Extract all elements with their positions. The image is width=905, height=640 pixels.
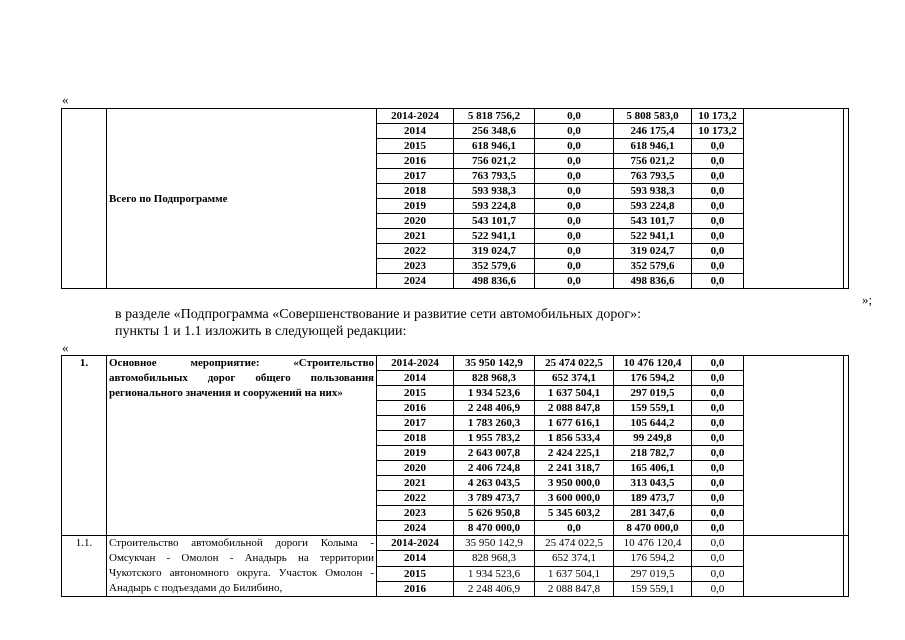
table-cell: 0,0 <box>692 446 744 461</box>
table-cell: 618 946,1 <box>614 139 692 154</box>
table-cell: 319 024,7 <box>614 244 692 259</box>
table-cell: 0,0 <box>535 274 614 289</box>
table-cell: 2021 <box>377 229 454 244</box>
table-cell: 2014 <box>377 124 454 139</box>
table-cell: 0,0 <box>692 259 744 274</box>
table-cell: 756 021,2 <box>614 154 692 169</box>
table-cell: 0,0 <box>535 109 614 124</box>
table-cell: 0,0 <box>692 356 744 371</box>
table-cell: 0,0 <box>692 506 744 521</box>
empty-cell <box>844 356 849 536</box>
table-cell: 0,0 <box>692 461 744 476</box>
table-cell: 25 474 022,5 <box>535 536 614 551</box>
table-cell: 281 347,6 <box>614 506 692 521</box>
table-cell: 5 626 950,8 <box>454 506 535 521</box>
open-quote: « <box>62 92 69 107</box>
table-cell: 0,0 <box>535 214 614 229</box>
item-number <box>62 109 107 289</box>
table-cell: 0,0 <box>692 491 744 506</box>
table-cell: 159 559,1 <box>614 401 692 416</box>
table-cell: 246 175,4 <box>614 124 692 139</box>
table-cell: 0,0 <box>692 371 744 386</box>
table-cell: 2020 <box>377 461 454 476</box>
table-cell: 0,0 <box>692 154 744 169</box>
item-label: Всего по Подпрограмме <box>107 109 377 289</box>
table-cell: 5 345 603,2 <box>535 506 614 521</box>
table-cell: 352 579,6 <box>614 259 692 274</box>
table-cell: 176 594,2 <box>614 551 692 566</box>
table-cell: 2014-2024 <box>377 356 454 371</box>
table-cell: 2022 <box>377 491 454 506</box>
table-cell: 0,0 <box>692 431 744 446</box>
subprogram-total-table <box>61 108 849 289</box>
table-cell: 1 637 504,1 <box>535 566 614 581</box>
table-cell: 2022 <box>377 244 454 259</box>
empty-cell <box>844 536 849 597</box>
empty-cell <box>744 536 844 597</box>
table-cell: 593 938,3 <box>454 184 535 199</box>
table-cell: 2018 <box>377 184 454 199</box>
table-cell: 3 950 000,0 <box>535 476 614 491</box>
table-cell: 0,0 <box>692 476 744 491</box>
table-cell: 1 955 783,2 <box>454 431 535 446</box>
table-cell: 0,0 <box>692 139 744 154</box>
table-cell: 652 374,1 <box>535 371 614 386</box>
table-cell: 2019 <box>377 199 454 214</box>
table-cell: 2017 <box>377 169 454 184</box>
table-cell: 1 934 523,6 <box>454 386 535 401</box>
table-cell: 2016 <box>377 401 454 416</box>
empty-cell <box>844 109 849 289</box>
table-cell: 756 021,2 <box>454 154 535 169</box>
paragraph-line-1: в разделе «Подпрограмма «Совершенствование и развитие сети автомобильных дорог»: <box>115 307 642 322</box>
table-cell: 4 263 043,5 <box>454 476 535 491</box>
table-cell: 0,0 <box>535 124 614 139</box>
table-cell: 99 249,8 <box>614 431 692 446</box>
table-cell: 35 950 142,9 <box>454 356 535 371</box>
table-cell: 176 594,2 <box>614 371 692 386</box>
table-cell: 0,0 <box>535 169 614 184</box>
table-cell: 0,0 <box>692 229 744 244</box>
table-cell: 2014 <box>377 371 454 386</box>
table-cell: 2015 <box>377 566 454 581</box>
table-cell: 8 470 000,0 <box>614 521 692 536</box>
table-cell: 0,0 <box>535 259 614 274</box>
table-cell: 828 968,3 <box>454 371 535 386</box>
table-cell: 0,0 <box>692 244 744 259</box>
table-cell: 828 968,3 <box>454 551 535 566</box>
table-cell: 0,0 <box>692 199 744 214</box>
table-cell: 498 836,6 <box>614 274 692 289</box>
table-cell: 2 248 406,9 <box>454 401 535 416</box>
table-cell: 0,0 <box>535 184 614 199</box>
table-cell: 0,0 <box>692 214 744 229</box>
table-cell: 0,0 <box>535 229 614 244</box>
table-cell: 652 374,1 <box>535 551 614 566</box>
table-cell: 0,0 <box>535 244 614 259</box>
table-cell: 0,0 <box>692 581 744 596</box>
table-cell: 618 946,1 <box>454 139 535 154</box>
table-cell: 1 856 533,4 <box>535 431 614 446</box>
table-cell: 0,0 <box>535 521 614 536</box>
table-cell: 0,0 <box>692 551 744 566</box>
table-cell: 2015 <box>377 139 454 154</box>
table-cell: 0,0 <box>692 521 744 536</box>
table-cell: 2023 <box>377 506 454 521</box>
table-cell: 10 476 120,4 <box>614 536 692 551</box>
table-cell: 0,0 <box>692 184 744 199</box>
table-cell: 522 941,1 <box>454 229 535 244</box>
table-cell: 2 248 406,9 <box>454 581 535 596</box>
table-cell: 256 348,6 <box>454 124 535 139</box>
table-cell: 0,0 <box>692 536 744 551</box>
table-cell: 0,0 <box>535 154 614 169</box>
table-cell: 763 793,5 <box>454 169 535 184</box>
table-cell: 1 637 504,1 <box>535 386 614 401</box>
item-number: 1.1. <box>62 536 107 597</box>
measures-table <box>61 355 849 597</box>
empty-cell <box>744 109 844 289</box>
table-cell: 2 088 847,8 <box>535 581 614 596</box>
table-cell: 2019 <box>377 446 454 461</box>
table-cell: 10 173,2 <box>692 124 744 139</box>
table-cell: 5 808 583,0 <box>614 109 692 124</box>
table-cell: 2021 <box>377 476 454 491</box>
empty-cell <box>744 356 844 536</box>
table-cell: 2014-2024 <box>377 109 454 124</box>
table-cell: 2015 <box>377 386 454 401</box>
table-cell: 2014-2024 <box>377 536 454 551</box>
table-cell: 218 782,7 <box>614 446 692 461</box>
table-cell: 522 941,1 <box>614 229 692 244</box>
table-cell: 0,0 <box>692 566 744 581</box>
table-cell: 297 019,5 <box>614 566 692 581</box>
open-quote-2: « <box>62 340 69 355</box>
table-cell: 0,0 <box>692 169 744 184</box>
table-cell: 297 019,5 <box>614 386 692 401</box>
table-cell: 319 024,7 <box>454 244 535 259</box>
table-cell: 593 224,8 <box>454 199 535 214</box>
table-cell: 352 579,6 <box>454 259 535 274</box>
table-cell: 2016 <box>377 581 454 596</box>
table-cell: 1 783 260,3 <box>454 416 535 431</box>
item-1-1-row <box>62 536 849 551</box>
table-cell: 2023 <box>377 259 454 274</box>
table-cell: 763 793,5 <box>614 169 692 184</box>
table-cell: 2014 <box>377 551 454 566</box>
table-cell: 498 836,6 <box>454 274 535 289</box>
table-cell: 593 224,8 <box>614 199 692 214</box>
table-cell: 2 424 225,1 <box>535 446 614 461</box>
table-cell: 2 643 007,8 <box>454 446 535 461</box>
table-cell: 5 818 756,2 <box>454 109 535 124</box>
subprogram-row <box>62 109 849 124</box>
table-cell: 165 406,1 <box>614 461 692 476</box>
table-cell: 0,0 <box>692 274 744 289</box>
table-cell: 2024 <box>377 521 454 536</box>
table-cell: 1 934 523,6 <box>454 566 535 581</box>
table-cell: 159 559,1 <box>614 581 692 596</box>
table-cell: 2024 <box>377 274 454 289</box>
table-cell: 0,0 <box>692 401 744 416</box>
table-cell: 2 241 318,7 <box>535 461 614 476</box>
table-cell: 0,0 <box>692 416 744 431</box>
table-cell: 1 677 616,1 <box>535 416 614 431</box>
table-cell: 3 789 473,7 <box>454 491 535 506</box>
table-cell: 2018 <box>377 431 454 446</box>
item-label: Основное мероприятие: «Строительство автомобильных дорог общего пользования регионального значения и сооружений на них» <box>107 356 377 536</box>
table-cell: 105 644,2 <box>614 416 692 431</box>
table-cell: 2017 <box>377 416 454 431</box>
paragraph-line-2: пункты 1 и 1.1 изложить в следующей редакции: <box>115 324 407 339</box>
table-cell: 189 473,7 <box>614 491 692 506</box>
table-cell: 2020 <box>377 214 454 229</box>
table-cell: 313 043,5 <box>614 476 692 491</box>
table-cell: 2 088 847,8 <box>535 401 614 416</box>
table-cell: 543 101,7 <box>614 214 692 229</box>
table-cell: 0,0 <box>692 386 744 401</box>
table-cell: 2016 <box>377 154 454 169</box>
table-cell: 3 600 000,0 <box>535 491 614 506</box>
close-quote: »; <box>862 292 873 307</box>
table-cell: 35 950 142,9 <box>454 536 535 551</box>
table-cell: 25 474 022,5 <box>535 356 614 371</box>
table-cell: 10 173,2 <box>692 109 744 124</box>
item-label: Строительство автомобильной дороги Колыма - Омсукчан - Омолон - Анадырь на территории Чукотского автономного округа. Участок Омолон - Анадырь с подъездами до Билибино, <box>107 536 377 597</box>
item-1-row <box>62 356 849 371</box>
table-cell: 10 476 120,4 <box>614 356 692 371</box>
table-cell: 593 938,3 <box>614 184 692 199</box>
table-cell: 2 406 724,8 <box>454 461 535 476</box>
table-cell: 8 470 000,0 <box>454 521 535 536</box>
item-number: 1. <box>62 356 107 536</box>
table-cell: 0,0 <box>535 139 614 154</box>
table-cell: 0,0 <box>535 199 614 214</box>
table-cell: 543 101,7 <box>454 214 535 229</box>
